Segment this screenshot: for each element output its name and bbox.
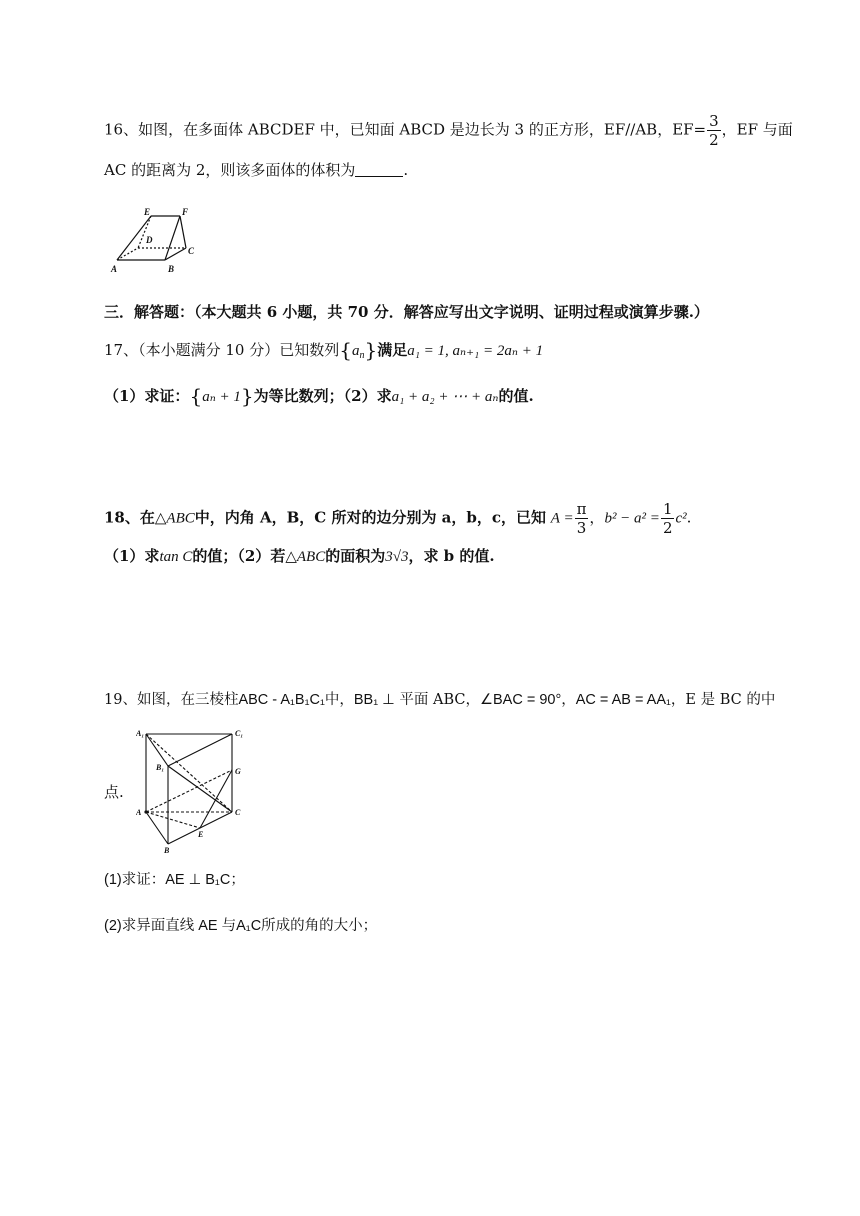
q17-brace-open: { (339, 338, 352, 362)
q19-part1-end: ； (230, 872, 245, 888)
q16-fraction (707, 112, 721, 149)
q17-part1-b: 为等比数列；（2）求 (253, 387, 392, 405)
edge-AB (146, 812, 168, 844)
label-B1: B₁ (156, 763, 165, 772)
q19-text-d: ， (561, 692, 576, 708)
edge-AG (146, 770, 232, 812)
q17-condition: a₁ = 1, aₙ₊₁ = 2aₙ + 1 (407, 343, 544, 359)
q18-eq2-lhs: b² − a² = (604, 510, 660, 527)
label-C1: C₁ (235, 729, 244, 738)
q17-line1 (104, 340, 543, 366)
q17-part2-expr: a₁ + a₂ + ⋯ + aₙ (391, 389, 499, 405)
label-C: C (188, 246, 195, 256)
q17-prefix: 17、（本小题满分 10 分）已知数列 (104, 341, 340, 359)
q19-bb1: BB₁ ⊥ (353, 692, 395, 708)
q18-triangle-2: △ABC (285, 549, 326, 565)
edge-FC (180, 216, 186, 248)
q19-part2-expr: A₁C (236, 918, 262, 934)
q17-mid: 满足 (377, 341, 408, 359)
q19-equalities: AC = AB = AA₁ (575, 692, 671, 708)
edge-A1B1 (146, 734, 168, 766)
q17-part1-expr: aₙ + 1 (202, 389, 241, 405)
q16-line1 (104, 112, 793, 149)
q18-part2-end: ，求 b 的值. (408, 547, 495, 565)
label-F: F (182, 207, 189, 217)
q18-pi: π (576, 500, 587, 518)
q19-text-b: 中， (324, 692, 354, 708)
q18-mid: 中，内角 A，B，C 所对的边分别为 a，b，c，已知 (194, 508, 547, 527)
q16-polyhedron-figure (108, 204, 208, 276)
q16-text-b: ，EF 与面 (721, 120, 793, 139)
q17-brace2-close: } (240, 384, 254, 408)
q18-c2: c² (675, 510, 687, 527)
q19-part2-a: (2)求异面直线 AE 与 (104, 918, 237, 934)
q18-pi-over-3 (575, 500, 589, 537)
label-A1: A₁ (136, 729, 145, 738)
q16-text-a: 16、如图，在多面体 ABCDEF 中，已知面 ABCD 是边长为 3 的正方形，EF//AB，EF= (104, 120, 707, 139)
label-A: A (136, 808, 142, 817)
q18-triangle: △ABC (154, 510, 195, 527)
point-A (144, 810, 147, 813)
q19-prism: ABC - A₁B₁C₁ (238, 692, 325, 708)
q17-seq-sub: n (359, 350, 365, 361)
q17-part2-b: 的值. (498, 387, 534, 405)
q18-part2-mid: 的面积为 (325, 547, 386, 565)
q16-frac-num: 3 (709, 112, 719, 130)
q19-angle: ∠BAC = 90° (479, 692, 562, 708)
q19-prism-figure (136, 726, 248, 854)
q17-brace2-open: { (189, 384, 203, 408)
edge-B1C (168, 766, 232, 812)
q17-seq: a (351, 343, 360, 359)
q18-prefix: 18、在 (104, 508, 155, 527)
q19-line2: 点. (104, 783, 124, 801)
q18-comma: ， (589, 508, 605, 527)
edge-B1C1 (168, 734, 232, 766)
q17-part1-a: （1）求证： (104, 387, 190, 405)
label-D: D (146, 235, 153, 245)
q16-period: . (403, 161, 409, 179)
q19-part2 (104, 916, 377, 936)
q18-line2 (104, 546, 495, 567)
q16-frac-den: 2 (709, 131, 719, 149)
q19-text-a: 19、如图，在三棱柱 (104, 692, 239, 708)
q17-brace-close: } (364, 338, 378, 362)
label-E: E (198, 830, 204, 839)
edge-A1C (146, 734, 232, 812)
edge-AE (146, 812, 200, 828)
q18-period: . (686, 508, 692, 527)
q18-part1-b: 的值；（2）若 (192, 547, 286, 565)
label-A: A (111, 264, 118, 274)
section-3-heading: 三．解答题：（本大题共 6 小题，共 70 分．解答应写出文字说明、证明过程或演算步骤.） (104, 303, 709, 321)
label-C: C (235, 808, 241, 817)
q18-one: 1 (662, 500, 673, 518)
q16-text-line2: AC 的距离为 2，则该多面体的体积为 (104, 161, 356, 179)
q19-part2-end: 所成的角的大小； (261, 918, 378, 934)
q18-part1-a: （1）求 (104, 547, 160, 565)
q19-text-e: ，E 是 BC 的中 (670, 692, 776, 708)
q18-tanC: tan C (159, 549, 193, 565)
q19-text-c: 平面 ABC， (399, 692, 480, 708)
q16-line2 (104, 160, 408, 180)
label-B: B (168, 264, 175, 274)
q19-line1 (104, 690, 775, 710)
label-E: E (144, 207, 151, 217)
label-B: B (164, 846, 170, 854)
q18-line1 (104, 500, 691, 537)
q18-A-eq: A = (550, 510, 574, 527)
q19-part1-expr: AE ⊥ B₁C (165, 872, 231, 888)
q16-answer-blank (355, 162, 403, 177)
q17-line2 (104, 386, 534, 407)
q18-area: 3√3 (385, 549, 409, 565)
edge-EG (200, 770, 232, 828)
q19-part1-a: (1)求证： (104, 872, 166, 888)
q18-three: 3 (576, 519, 587, 537)
q18-two: 2 (662, 519, 673, 537)
q18-half (661, 500, 675, 537)
edge-AD (117, 248, 138, 260)
label-G: G (235, 767, 241, 776)
q19-part1 (104, 870, 245, 890)
